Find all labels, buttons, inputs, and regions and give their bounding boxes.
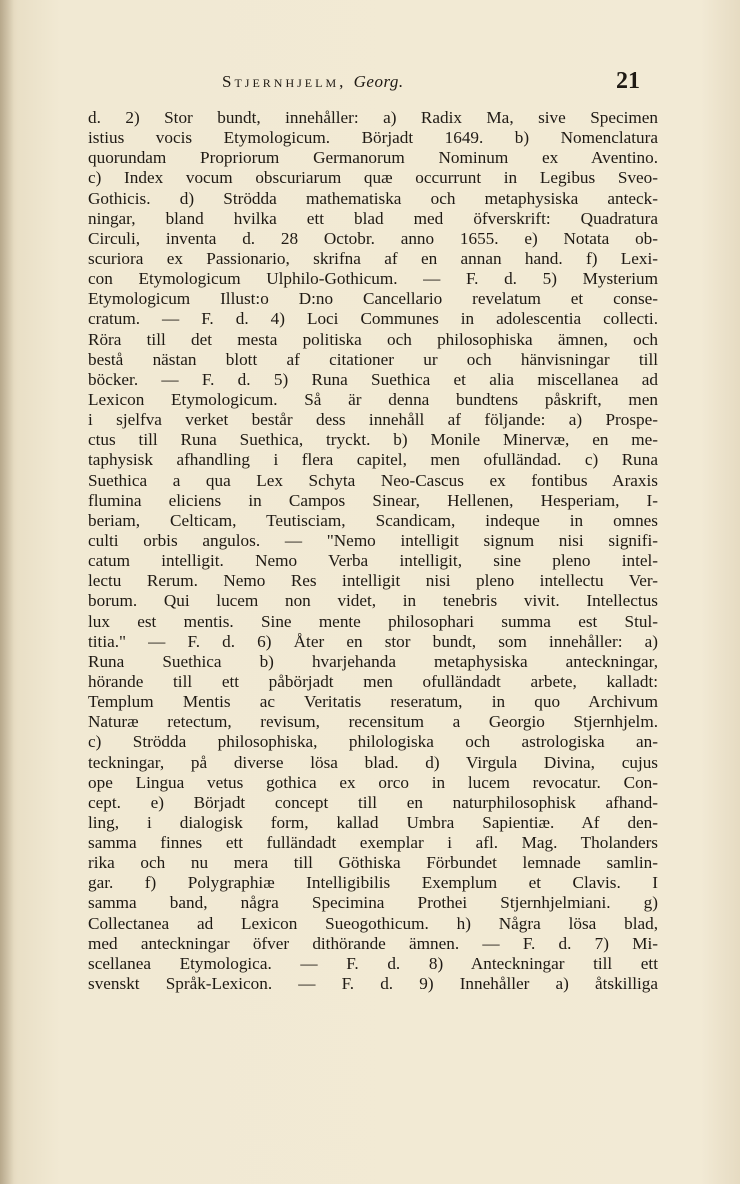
text-line: d. 2) Stor bundt, innehåller: a) Radix Ma, sive Specimen xyxy=(88,108,658,127)
body-text xyxy=(88,108,658,994)
text-line: ling, i dialogisk form, kallad Umbra Sapientiæ. Af den- xyxy=(88,812,658,832)
text-line: bestå nästan blott af citationer ur och hänvisningar till xyxy=(88,349,658,369)
text-line: lux est mentis. Sine mente philosophari summa est Stul- xyxy=(88,611,658,631)
text-line: Suethica a qua Lex Schyta Neo-Cascus ex fontibus Araxis xyxy=(88,470,658,490)
text-line: scellanea Etymologica. — F. d. 8) Anteckningar till ett xyxy=(88,953,658,973)
text-line: i sjelfva verket består dess innehåll af följande: a) Prospe- xyxy=(88,410,658,430)
running-head xyxy=(222,72,404,92)
text-line: flumina eliciens in Campos Sinear, Hellenen, Hesperiam, I- xyxy=(88,490,658,510)
text-line: istius vocis Etymologicum. Börjadt 1649. b) Nomenclatura xyxy=(88,128,658,148)
page-header xyxy=(110,68,650,102)
text-line: Collectanea ad Lexicon Sueogothicum. h) Några lösa blad, xyxy=(88,913,658,933)
running-head-given-name: Georg. xyxy=(353,72,404,91)
text-line: culti orbis angulos. — "Nemo intelligit signum nisi signifi- xyxy=(88,530,658,550)
text-line: hörande till ett påbörjadt men ofulländadt arbete, kalladt: xyxy=(88,671,658,691)
text-line: samma finnes ett fulländadt exemplar i afl. Mag. Tholanders xyxy=(88,833,658,853)
text-line: samma band, några Specimina Prothei Stjernhjelmiani. g) xyxy=(88,893,658,913)
page-number: 21 xyxy=(616,68,640,94)
binding-gutter-shadow xyxy=(0,0,14,1184)
text-line: Naturæ retectum, revisum, recensitum a Georgio Stjernhjelm. xyxy=(88,712,658,732)
text-line: c) Index vocum obscuriarum quæ occurrunt in Legibus Sveo- xyxy=(88,168,658,188)
running-head-author: Stjernhjelm, xyxy=(222,72,347,91)
text-line: Circuli, inventa d. 28 Octobr. anno 1655. e) Notata ob- xyxy=(88,228,658,248)
text-line: rika och nu mera till Göthiska Förbundet lemnade samlin- xyxy=(88,853,658,873)
text-line: gar. f) Polygraphiæ Intelligibilis Exemplum et Clavis. I xyxy=(88,873,658,893)
text-line: teckningar, på diverse lösa blad. d) Virgula Divina, cujus xyxy=(88,752,658,772)
text-line: lectu Rerum. Nemo Res intelligit nisi pleno intellectu Ver- xyxy=(88,571,658,591)
text-line: catum intelligit. Nemo Verba intelligit, sine pleno intel- xyxy=(88,551,658,571)
text-line: med anteckningar öfver dithörande ämnen. — F. d. 7) Mi- xyxy=(88,933,658,953)
text-line: ningar, bland hvilka ett blad med öfverskrift: Quadratura xyxy=(88,208,658,228)
text-line: quorundam Propriorum Germanorum Nominum ex Aventino. xyxy=(88,148,658,168)
text-line: Röra till det mesta politiska och philosophiska ämnen, och xyxy=(88,329,658,349)
text-line: Templum Mentis ac Veritatis reseratum, in quo Archivum xyxy=(88,692,658,712)
text-line: svenskt Språk-Lexicon. — F. d. 9) Innehåller a) åtskilliga xyxy=(88,974,658,994)
text-line: ctus till Runa Suethica, tryckt. b) Monile Minervæ, en me- xyxy=(88,430,658,450)
text-line: beriam, Celticam, Teutisciam, Scandicam, indeque in omnes xyxy=(88,510,658,530)
text-line: Gothicis. d) Strödda mathematiska och metaphysiska anteck- xyxy=(88,188,658,208)
text-line: ope Lingua vetus gothica ex orco in lucem revocatur. Con- xyxy=(88,772,658,792)
text-line: Lexicon Etymologicum. Så är denna bundtens påskrift, men xyxy=(88,389,658,409)
text-line: borum. Qui lucem non videt, in tenebris vivit. Intellectus xyxy=(88,591,658,611)
text-line: cept. e) Börjadt concept till en naturphilosophisk afhand- xyxy=(88,792,658,812)
text-line: taphysisk afhandling i flera capitel, men ofulländad. c) Runa xyxy=(88,450,658,470)
text-line: cratum. — F. d. 4) Loci Communes in adolescentia collecti. xyxy=(88,309,658,329)
text-line: scuriora ex Passionario, skrifna af en annan hand. f) Lexi- xyxy=(88,248,658,268)
text-line: Etymologicum Illust:o D:no Cancellario revelatum et conse- xyxy=(88,289,658,309)
text-line: Runa Suethica b) hvarjehanda metaphysiska anteckningar, xyxy=(88,651,658,671)
text-line: c) Strödda philosophiska, philologiska och astrologiska an- xyxy=(88,732,658,752)
text-line: con Etymologicum Ulphilo-Gothicum. — F. d. 5) Mysterium xyxy=(88,269,658,289)
text-line: böcker. — F. d. 5) Runa Suethica et alia miscellanea ad xyxy=(88,369,658,389)
text-line: titia." — F. d. 6) Åter en stor bundt, som innehåller: a) xyxy=(88,631,658,651)
